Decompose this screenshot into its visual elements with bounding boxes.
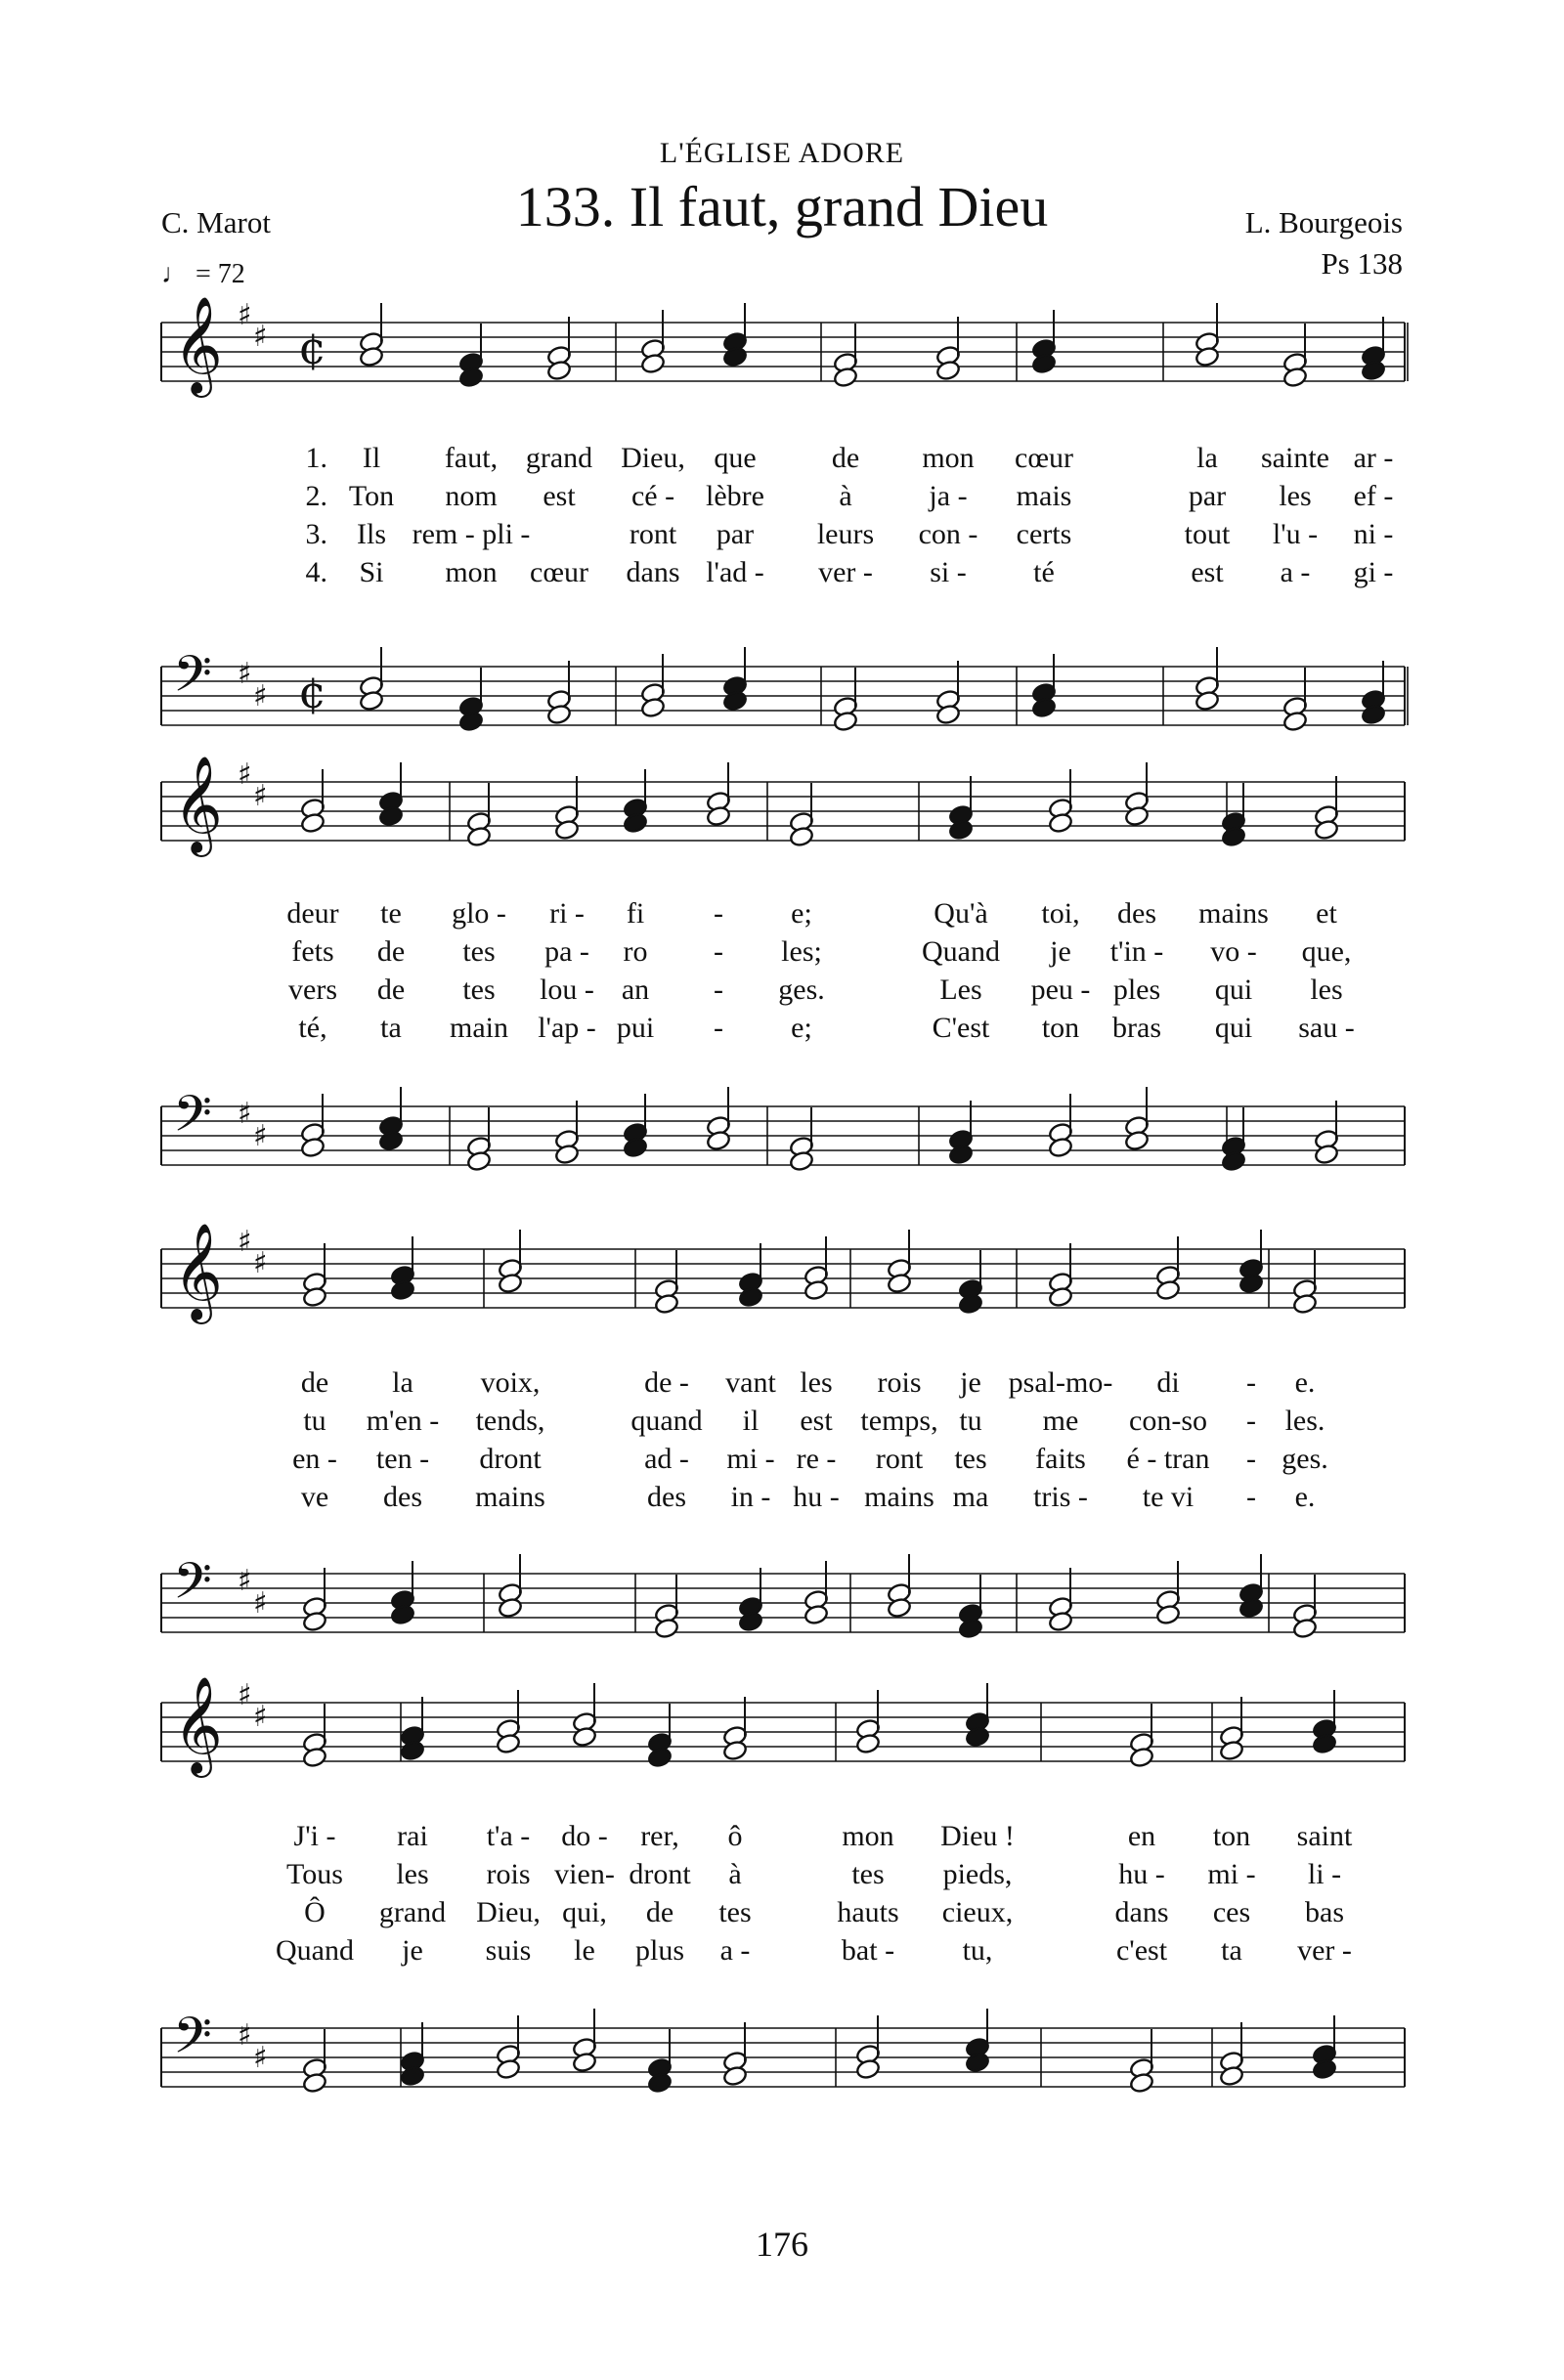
bass-clef-icon: 𝄢 [173, 1551, 212, 1623]
lyric-syllable: e. [1294, 1366, 1316, 1399]
lyric-syllable: - [1246, 1366, 1256, 1399]
sharp-icon: ♯ [238, 757, 252, 792]
lyric-syllable: li - [1307, 1858, 1342, 1890]
lyric-syllable: cé - [630, 480, 675, 512]
lyric-syllable: dront [479, 1443, 542, 1475]
lyric-syllable: ten - [375, 1443, 430, 1475]
lyric-syllable: Quand [276, 1934, 354, 1967]
verse-line [0, 1820, 1564, 1857]
lyric-syllable: ni - [1353, 518, 1394, 550]
lyric-syllable: est [800, 1405, 833, 1437]
lyric-syllable: - [714, 935, 723, 968]
bass-staff [161, 2006, 1405, 2087]
lyric-syllable: tes [462, 974, 496, 1006]
lyric-syllable: tu, [962, 1934, 993, 1967]
lyric-syllable: toi, [1041, 897, 1080, 930]
lyric-syllable: C'est [932, 1012, 990, 1044]
lyric-syllable: con - [918, 518, 978, 550]
bass-clef-icon: 𝄢 [173, 1084, 212, 1155]
lyric-syllable: con-so [1129, 1405, 1207, 1437]
lyric-syllable: vo - [1210, 935, 1257, 968]
lyric-syllable: Ô [304, 1896, 326, 1928]
sharp-icon: ♯ [238, 298, 252, 332]
lyric-syllable: des [383, 1481, 422, 1513]
lyric-syllable: ta [380, 1012, 402, 1044]
verse-line [0, 1896, 1564, 1933]
lyric-syllable: les [1279, 480, 1312, 512]
lyric-syllable: Dieu, [476, 1896, 541, 1928]
lyric-syllable: ront [629, 518, 677, 550]
lyric-syllable: faits [1035, 1443, 1086, 1475]
lyric-syllable: les; [781, 935, 822, 968]
lyric-syllable: de [300, 1366, 329, 1399]
sharp-icon: ♯ [253, 1700, 268, 1734]
lyric-syllable: cœur [1015, 442, 1073, 474]
lyric-syllable: ve [300, 1481, 329, 1513]
lyric-syllable: mi - [726, 1443, 775, 1475]
lyric-syllable: voix, [480, 1366, 541, 1399]
hymn-title-text: Il faut, grand Dieu [629, 175, 1049, 238]
sharp-icon: ♯ [238, 1097, 252, 1131]
lyric-syllable: cieux, [941, 1896, 1014, 1928]
lyric-syllable: et [1316, 897, 1337, 930]
lyric-syllable: de - [644, 1366, 689, 1399]
lyric-syllable: tes [718, 1896, 752, 1928]
verse-number: 1. [305, 442, 327, 474]
lyric-syllable: en - [292, 1443, 337, 1475]
lyric-syllable: dans [1114, 1896, 1169, 1928]
lyric-syllable: grand [525, 442, 593, 474]
lyric-syllable: ja - [929, 480, 968, 512]
lyric-syllable: vers [288, 974, 337, 1006]
lyric-syllable: rois [486, 1858, 531, 1890]
lyric-syllable: Ton [348, 480, 395, 512]
verse-line [0, 1934, 1564, 1971]
lyric-syllable: ples [1112, 974, 1161, 1006]
lyric-syllable: les [800, 1366, 833, 1399]
lyric-syllable: glo - [452, 897, 506, 930]
section-title: L'ÉGLISE ADORE [659, 137, 905, 169]
lyric-syllable: l'ap - [538, 1012, 596, 1044]
lyric-syllable: bat - [841, 1934, 895, 1967]
lyric-syllable: hu - [793, 1481, 840, 1513]
lyric-syllable: mains [1198, 897, 1269, 930]
lyric-syllable: à [839, 480, 852, 512]
lyric-syllable: t'a - [486, 1820, 531, 1852]
lyric-syllable: Il [362, 442, 381, 474]
lyric-syllable: - [1246, 1443, 1256, 1475]
lyric-syllable: peu - [1030, 974, 1091, 1006]
lyric-syllable: ver - [818, 556, 873, 588]
verse-number: 3. [305, 518, 327, 550]
lyric-syllable: Tous [286, 1858, 343, 1890]
lyric-syllable: ront [875, 1443, 924, 1475]
lyric-syllable: certs [1016, 518, 1072, 550]
sharp-icon: ♯ [253, 679, 268, 714]
lyric-syllable: Dieu, [621, 442, 685, 474]
lyric-syllable: je [960, 1366, 981, 1399]
lyric-syllable: est [1191, 556, 1224, 588]
lyric-syllable: lou - [540, 974, 594, 1006]
verse-number: 4. [305, 556, 327, 588]
tempo-marking: ♩ = 72 [161, 259, 245, 289]
lyric-syllable: in - [730, 1481, 771, 1513]
sharp-icon: ♯ [253, 779, 268, 813]
lyric-syllable: Ils [357, 518, 386, 550]
sharp-icon: ♯ [253, 320, 268, 354]
lyric-syllable: a - [1280, 556, 1311, 588]
common-time-icon: ¢ [298, 666, 327, 718]
lyric-syllable: Si [359, 556, 384, 588]
verse-number: 2. [305, 480, 327, 512]
lyric-syllable: - [1246, 1481, 1256, 1513]
sharp-icon: ♯ [253, 2041, 268, 2075]
lyric-syllable: mais [1016, 480, 1072, 512]
lyric-syllable: main [450, 1012, 508, 1044]
lyric-syllable: mon [842, 1820, 894, 1852]
sharp-icon: ♯ [238, 1564, 252, 1598]
lyric-syllable: mi - [1207, 1858, 1256, 1890]
lyric-syllable: an [621, 974, 650, 1006]
treble-clef-icon: 𝄞 [173, 1223, 223, 1320]
lyric-syllable: rer, [640, 1820, 679, 1852]
treble-clef-icon: 𝄞 [173, 756, 223, 853]
lyric-syllable: nom [445, 480, 498, 512]
sharp-icon: ♯ [238, 1225, 252, 1259]
lyric-syllable: qui [1214, 1012, 1253, 1044]
treble-notes [302, 1683, 1337, 1768]
lyric-syllable: fets [291, 935, 334, 968]
lyric-syllable: ges. [778, 974, 825, 1006]
lyric-syllable: c'est [1115, 1934, 1168, 1967]
lyric-syllable: qui [1214, 974, 1253, 1006]
lyric-syllable: des [1117, 897, 1156, 930]
lyric-syllable: cœur [530, 556, 588, 588]
lyric-syllable: dans [626, 556, 680, 588]
lyric-syllable: de [831, 442, 860, 474]
bass-clef-icon: 𝄢 [173, 2006, 212, 2077]
lyric-syllable: la [392, 1366, 413, 1399]
lyric-syllable: rem - pli - [412, 518, 531, 550]
lyric-syllable: m'en - [366, 1405, 440, 1437]
lyric-syllable: qui, [562, 1896, 607, 1928]
lyric-syllable: rois [877, 1366, 922, 1399]
lyric-syllable: je [402, 1934, 423, 1967]
lyric-syllable: t'in - [1109, 935, 1164, 968]
lyric-syllable: pieds, [942, 1858, 1013, 1890]
composer: L. Bourgeois [1244, 205, 1403, 239]
lyric-syllable: leurs [816, 518, 875, 550]
lyric-syllable: de [645, 1896, 674, 1928]
lyric-syllable: en [1127, 1820, 1156, 1852]
lyric-syllable: té, [298, 1012, 327, 1044]
lyric-syllable: vien- [554, 1858, 615, 1890]
lyric-syllable: J'i - [293, 1820, 336, 1852]
lyric-syllable: quand [630, 1405, 703, 1437]
lyric-syllable: de [376, 935, 406, 968]
lyric-syllable: vant [725, 1366, 776, 1399]
lyric-syllable: l'ad - [706, 556, 764, 588]
lyric-syllable: mains [864, 1481, 934, 1513]
lyric-syllable: temps, [860, 1405, 938, 1437]
sharp-icon: ♯ [253, 1586, 268, 1621]
lyric-syllable: ar - [1353, 442, 1394, 474]
treble-staff [161, 1676, 1405, 1778]
lyric-syllable: te vi [1142, 1481, 1195, 1513]
lyric-syllable: faut, [444, 442, 499, 474]
lyric-syllable: Les [939, 974, 982, 1006]
lyric-syllable: deur [286, 897, 339, 930]
lyric-syllable: a - [719, 1934, 751, 1967]
psalm-reference: Ps 138 [1321, 246, 1403, 281]
lyric-syllable: fi [626, 897, 645, 930]
lyric-syllable: le [574, 1934, 595, 1967]
lyric-syllable: hauts [837, 1896, 899, 1928]
bass-clef-icon: 𝄢 [173, 644, 212, 715]
lyric-syllable: ta [1221, 1934, 1242, 1967]
lyric-syllable: ver - [1297, 1934, 1352, 1967]
lyric-syllable: ri - [549, 897, 585, 930]
lyric-syllable: rai [397, 1820, 428, 1852]
lyric-syllable: saint [1296, 1820, 1353, 1852]
lyric-syllable: ton [1041, 1012, 1080, 1044]
lyric-syllable: si - [930, 556, 967, 588]
lyric-syllable: Dieu ! [940, 1820, 1015, 1852]
lyric-syllable: ro [623, 935, 648, 968]
lyric-syllable: la [1196, 442, 1218, 474]
lyric-syllable: é - tran [1126, 1443, 1210, 1475]
lyric-syllable: Quand [922, 935, 1000, 968]
lyric-syllable: dront [629, 1858, 691, 1890]
lyric-syllable: est [543, 480, 576, 512]
lyric-syllable: pa - [544, 935, 589, 968]
lyric-syllable: ad - [644, 1443, 689, 1475]
common-time-icon: ¢ [298, 322, 327, 374]
lyric-syllable: psal-mo- [1008, 1366, 1113, 1399]
lyric-syllable: bas [1305, 1896, 1344, 1928]
lyric-syllable: ges. [1282, 1443, 1328, 1475]
lyric-syllable: e. [1294, 1481, 1316, 1513]
lyric-syllable: mains [475, 1481, 545, 1513]
lyric-syllable: té [1033, 556, 1055, 588]
lyric-syllable: te [380, 897, 402, 930]
lyric-syllable: par [1188, 480, 1227, 512]
lyric-syllable: ma [952, 1481, 989, 1513]
lyric-syllable: de [376, 974, 406, 1006]
lyric-syllable: que [714, 442, 757, 474]
lyric-syllable: Qu'à [934, 897, 988, 930]
lyric-syllable: me [1042, 1405, 1079, 1437]
lyric-syllable: sau - [1298, 1012, 1355, 1044]
lyric-syllable: gi - [1353, 556, 1394, 588]
lyric-syllable: hu - [1118, 1858, 1165, 1890]
lyric-syllable: que, [1301, 935, 1352, 968]
lyric-syllable: tris - [1033, 1481, 1088, 1513]
sharp-icon: ♯ [238, 2018, 252, 2053]
lyric-syllable: à [728, 1858, 742, 1890]
lyric-syllable: sainte [1261, 442, 1329, 474]
lyric-syllable: les. [1284, 1405, 1325, 1437]
lyric-syllable: par [716, 518, 755, 550]
lyric-syllable: - [1246, 1405, 1256, 1437]
lyric-syllable: grand [378, 1896, 447, 1928]
lyric-syllable: pui [616, 1012, 655, 1044]
sharp-icon: ♯ [238, 1678, 252, 1712]
lyric-syllable: mon [922, 442, 975, 474]
lyric-syllable: tends, [475, 1405, 545, 1437]
lyric-syllable: suis [485, 1934, 532, 1967]
lyric-syllable: plus [634, 1934, 685, 1967]
treble-clef-icon: 𝄞 [173, 1676, 223, 1774]
lyric-syllable: tout [1184, 518, 1231, 550]
lyric-syllable: des [647, 1481, 686, 1513]
lyric-syllable: tes [851, 1858, 885, 1890]
hymn-number: 133. [515, 175, 616, 238]
lyric-syllable: - [714, 974, 723, 1006]
verse-line [0, 1858, 1564, 1895]
sharp-icon: ♯ [253, 1246, 268, 1280]
lyric-syllable: do - [561, 1820, 608, 1852]
lyric-syllable: - [714, 1012, 723, 1044]
lyric-syllable: tes [954, 1443, 987, 1475]
lyric-syllable: mon [445, 556, 498, 588]
bass-notes [302, 2009, 1337, 2094]
lyric-syllable: tu [959, 1405, 982, 1437]
lyric-syllable: ces [1212, 1896, 1251, 1928]
sharp-icon: ♯ [253, 1119, 268, 1153]
page-number: 176 [756, 2225, 808, 2264]
lyric-syllable: ô [727, 1820, 743, 1852]
lyric-syllable: tu [303, 1405, 326, 1437]
author: C. Marot [161, 205, 271, 239]
lyric-syllable: ef - [1353, 480, 1394, 512]
lyric-syllable: ton [1212, 1820, 1251, 1852]
lyric-syllable: l'u - [1272, 518, 1319, 550]
treble-clef-icon: 𝄞 [173, 296, 223, 394]
lyric-syllable: re - [796, 1443, 837, 1475]
lyric-syllable: je [1050, 935, 1071, 968]
lyric-syllable: lèbre [706, 480, 764, 512]
lyric-syllable: - [714, 897, 723, 930]
lyric-syllable: tes [462, 935, 496, 968]
lyric-syllable: les [1310, 974, 1343, 1006]
lyric-syllable: di [1156, 1366, 1180, 1399]
sharp-icon: ♯ [238, 657, 252, 691]
lyric-syllable: e; [791, 1012, 812, 1044]
lyric-syllable: e; [791, 897, 812, 930]
lyric-syllable: bras [1112, 1012, 1161, 1044]
lyric-syllable: il [742, 1405, 760, 1437]
lyric-syllable: les [396, 1858, 429, 1890]
